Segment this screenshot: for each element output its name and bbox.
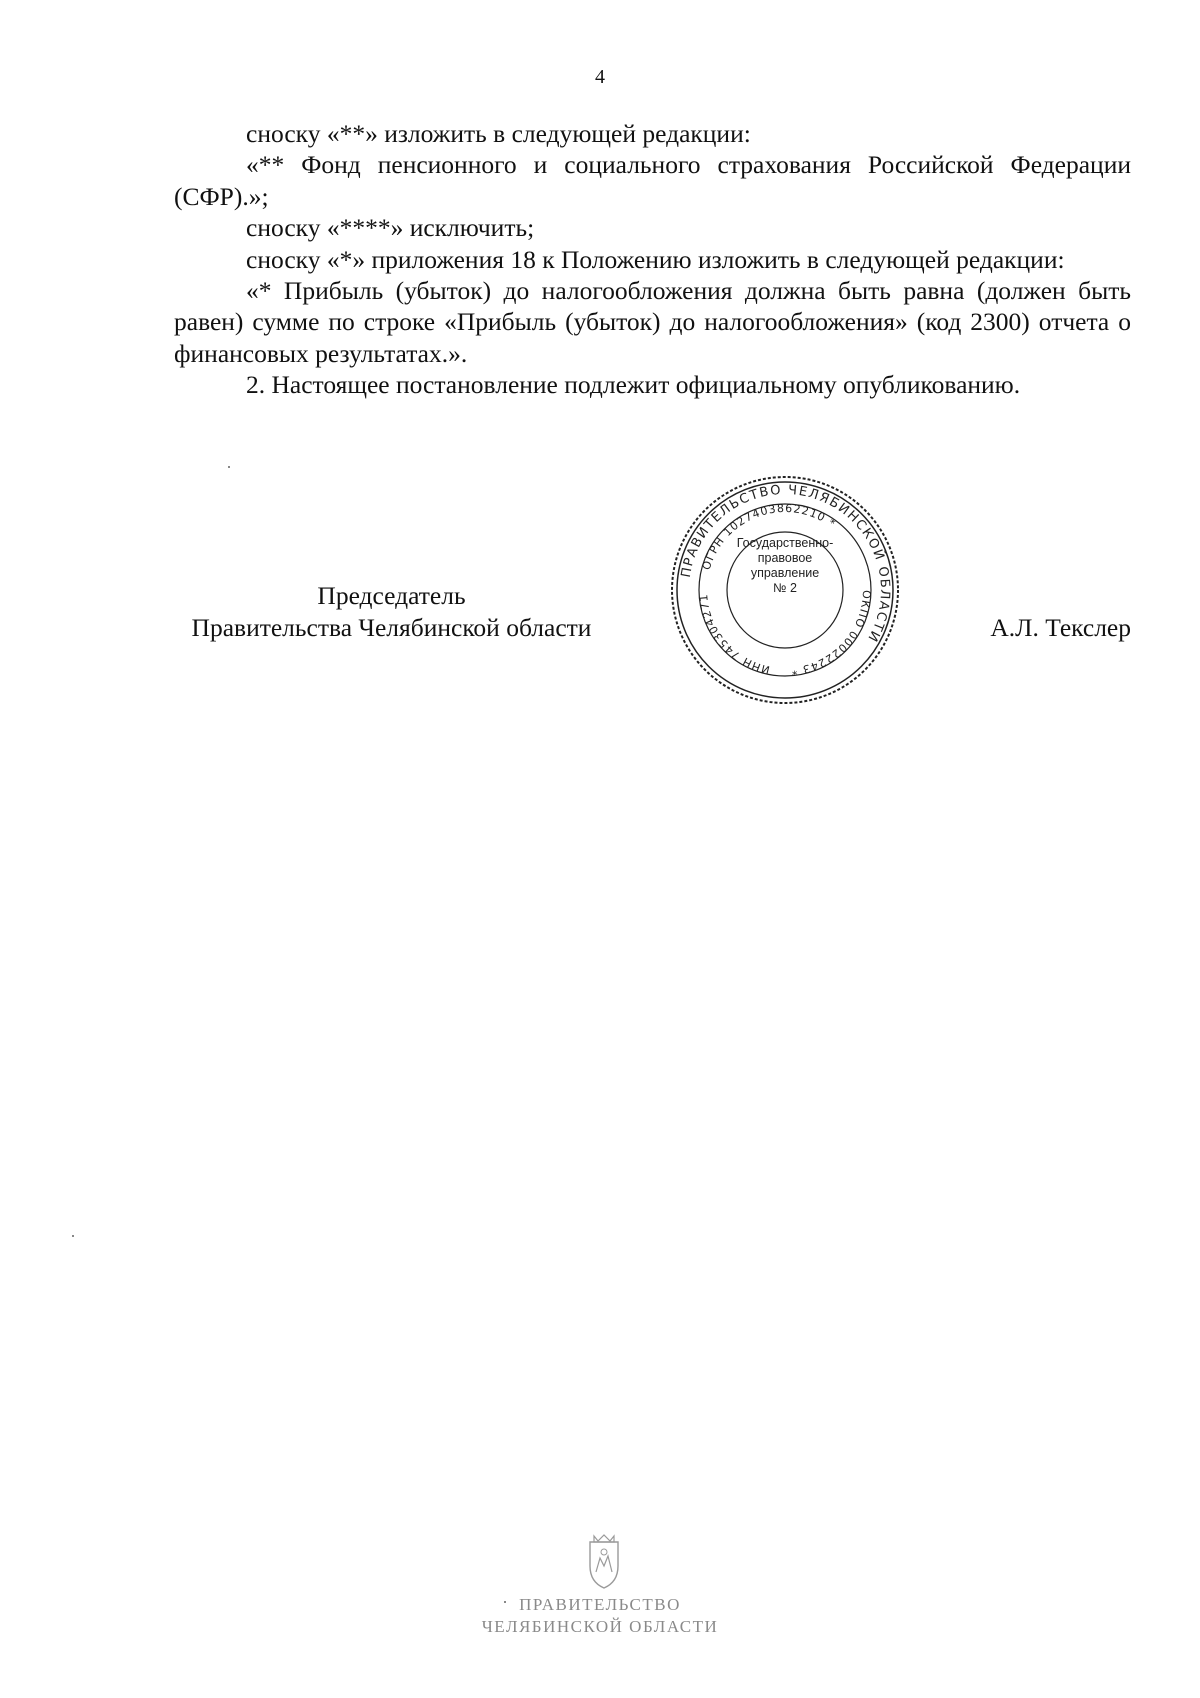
seal-inn-text: ИНН 745304271 <box>697 592 772 677</box>
seal-center-line1: Государственно- <box>736 536 834 550</box>
paragraph-footnote-1star: сноску «*» приложения 18 к Положению изложить в следующей редакции: <box>246 244 1065 274</box>
page-number: 4 <box>595 66 605 88</box>
seal-center-line2: правовое <box>757 551 813 565</box>
seal-okpo-text: ОКПО 00022243 * <box>789 589 874 678</box>
official-seal <box>669 474 901 706</box>
scan-speck <box>72 1235 74 1237</box>
signatory-title <box>174 580 609 644</box>
scan-speck <box>504 1601 506 1603</box>
signatory-title-line1: Председатель <box>317 581 466 610</box>
watermark-line2: ЧЕЛЯБИНСКОЙ ОБЛАСТИ <box>481 1617 719 1636</box>
seal-center-line4: № 2 <box>773 581 797 595</box>
government-watermark <box>0 1594 1200 1638</box>
signatory-name: А.Л. Текслер <box>990 613 1131 642</box>
paragraph-profit: «* Прибыль (убыток) до налогообложения должна быть равна (должен быть равен) сумме по строке «Прибыль (убыток) до налогообложения» (код 2300) отчета о финансовых результатах.». <box>174 276 1131 368</box>
seal-center-line3: управление <box>750 566 820 580</box>
coat-of-arms-icon <box>582 1532 626 1592</box>
watermark-line1: ПРАВИТЕЛЬСТВО <box>519 1595 681 1614</box>
paragraph-sfr: «** Фонд пенсионного и социального страхования Российской Федерации (СФР).»; <box>174 150 1131 211</box>
scan-speck <box>228 466 230 468</box>
paragraph-publication: 2. Настоящее постановление подлежит официальному опубликованию. <box>246 370 1021 400</box>
paragraph-footnote-4star: сноску «****» исключить; <box>246 213 535 243</box>
seal-ogrn-text: ОГРН 1027403862210 * <box>699 501 839 572</box>
document-body <box>174 118 1131 401</box>
signatory-title-line2: Правительства Челябинской области <box>191 613 592 642</box>
seal-outer-text: ПРАВИТЕЛЬСТВО ЧЕЛЯБИНСКОЙ ОБЛАСТИ <box>678 482 893 645</box>
seal-center-text <box>727 536 843 596</box>
paragraph-footnote-2star: сноску «**» изложить в следующей редакции: <box>246 119 751 148</box>
